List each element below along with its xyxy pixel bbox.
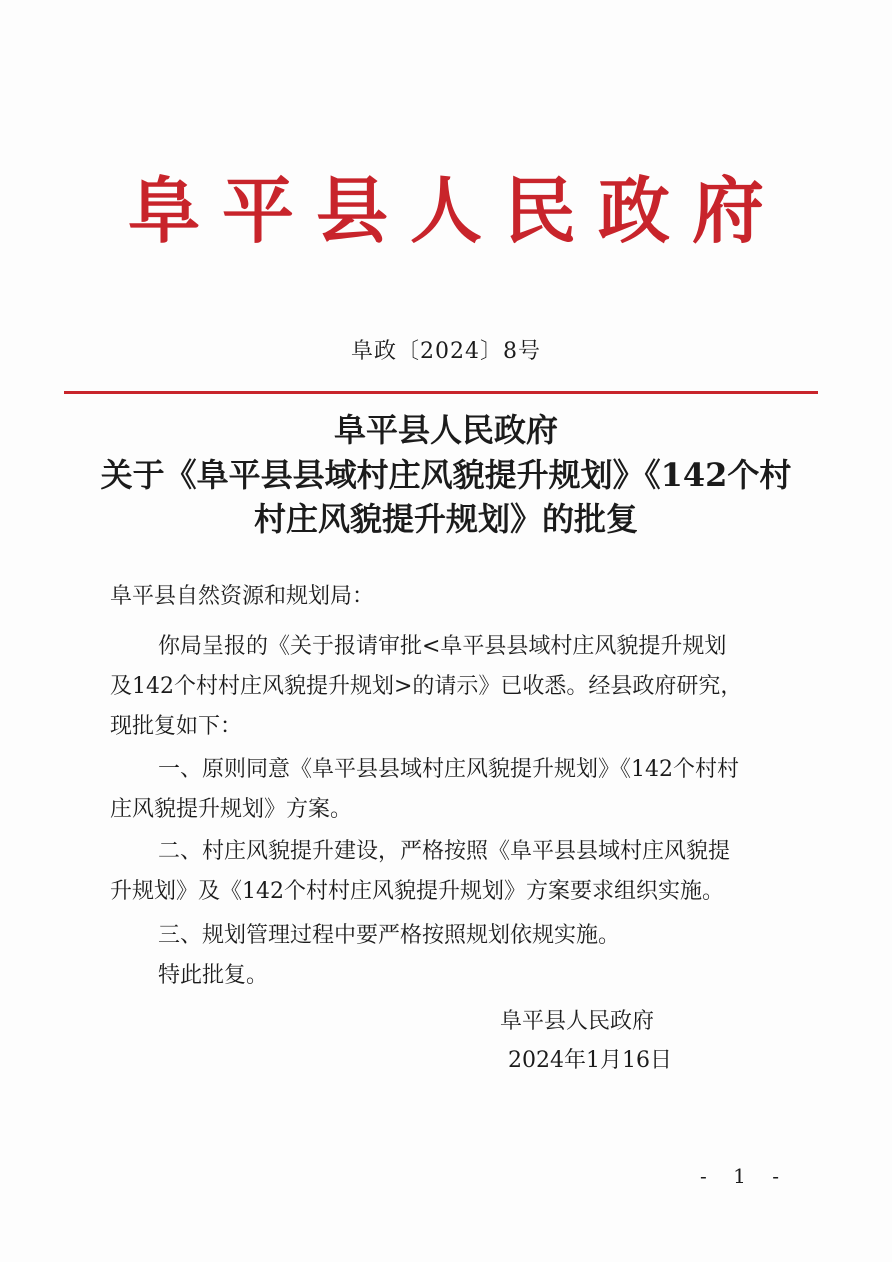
item-1-line-2: 庄风貌提升规划》方案。 [110, 797, 353, 822]
page-number: - 1 - [700, 1164, 789, 1188]
item-2-line-1: 二、村庄风貌提升建设，严格按照《阜平县县域村庄风貌提 [158, 839, 731, 864]
document-title-line-2: 关于《阜平县县域村庄风貌提升规划》《142个村 [100, 456, 792, 494]
document-number: 阜政〔2024〕8号 [351, 339, 541, 364]
document-title-line-3: 村庄风貌提升规划》的批复 [253, 500, 638, 538]
item-3: 三、规划管理过程中要严格按照规划依规实施。 [158, 923, 621, 948]
signature-issuer: 阜平县人民政府 [500, 1009, 655, 1034]
paragraph-1-line-3: 现批复如下： [110, 714, 243, 739]
addressee: 阜平县自然资源和规划局： [110, 584, 375, 609]
paragraph-1-line-1: 你局呈报的《关于报请审批<阜平县县域村庄风貌提升规划 [158, 634, 727, 659]
closing-text: 特此批复。 [158, 963, 269, 988]
signature-date: 2024年1月16日 [508, 1048, 672, 1073]
item-1-line-1: 一、原则同意《阜平县县域村庄风貌提升规划》《142个村村 [158, 757, 739, 782]
document-title-line-1: 阜平县人民政府 [333, 411, 558, 449]
paragraph-1-line-2: 及142个村村庄风貌提升规划>的请示》已收悉。经县政府研究， [110, 674, 743, 699]
item-2-line-2: 升规划》及《142个村村庄风貌提升规划》方案要求组织实施。 [110, 879, 724, 904]
issuing-authority-header: 阜平县人民政府 [127, 169, 786, 253]
red-separator-line [64, 391, 818, 394]
